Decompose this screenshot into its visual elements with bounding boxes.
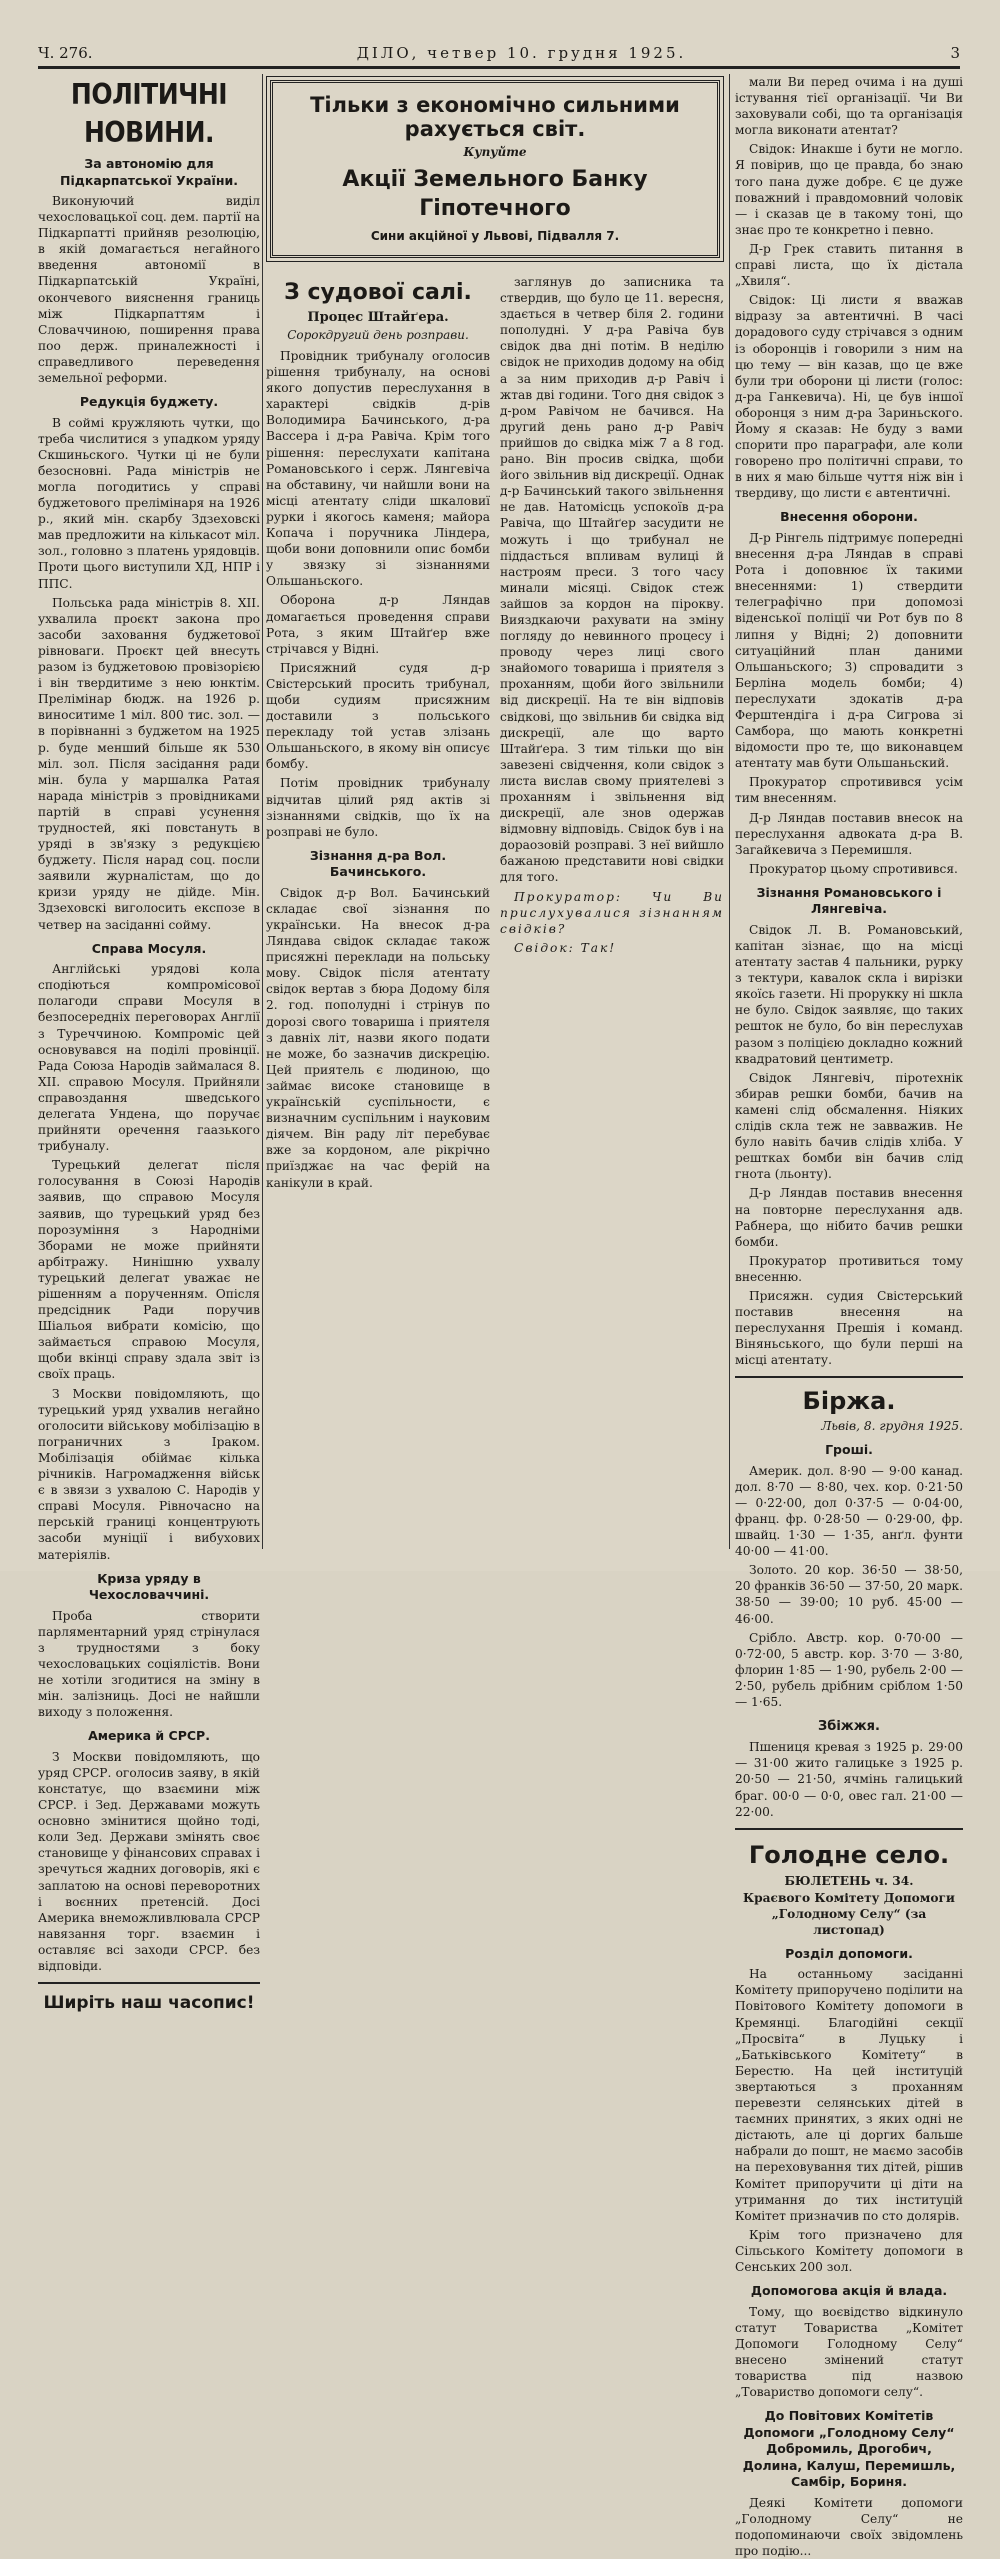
ad-line: Купуйте	[463, 145, 527, 160]
court-column-a	[266, 274, 490, 1194]
article-paragraph: мали Ви перед очима і на душі істування тієї організації. Чи Ви заховували собі, що та організація могла виконати атентат?	[735, 75, 963, 138]
article-paragraph: Присяжний судя д-р Свістерський просить трибунал, щоби судиям присяжним доставили з польського перекладу той устав злізань Ольшаньского, в якому він описує бомбу.	[266, 660, 490, 772]
article-title: Редукція буджету.	[79, 394, 219, 410]
article-paragraph: Свідок: Так!	[514, 940, 617, 955]
column-right	[735, 74, 963, 2558]
article-paragraph: Присяжн. судия Свістерський поставив внесення на переслухання Прешія і команд. Віняньського, що були перші на місці атентату.	[735, 1288, 963, 1368]
article-paragraph: заглянув до записника та ствердив, що було це 11. вересня, здається в четвер біля 2. години пополудні. У д-ра Равіча був свідок два дні потім. В неділю свідок не приходив додому на обід а за ним приходив д-р Равіч і жтав дві години. Того дня свідок з д-ром Равічом не бачився. На другий день рано д-р Равіч прийшов до свідка між 7 а 8 год. рано. Він просив свідка, щоби його звільнив від дискреції. Однак д-р Бачинський такого звільнення не дав. Натомісць успокоїв д-ра Равіча, що Штайґер засудити не можуть і що трибунал не піддасться впливам вулиці й настроям преси. З того часу минали місяці. Свідок стеж зайшов за кордон на пірокву. Вияздкаючи рахувати на зміну погляду до невинного процесу і проводу через лиці свого знайомого товариша і приятеля з проханням, щоби його звільнили від дискреції. На те він відповів свідкові, що звільнив би свідка від дискреції, але що варто Штайґера. З тим тільки що він завезені свідчення, коли свідок з листа вислав свому приятелеві з проханням і звільнення від дискреції, але знов одержав відмовну відповідь. Свідок був і на дораозовій розправі. З неї вийшло бажаною представити нові свідки для того.	[500, 275, 724, 885]
article-paragraph: Виконуючий виділ чехословацької соц. дем. партії на Підкарпатті прийняв резолюцію, в якій домагається негайного введення автономії в Підкарпатській Україні, окончевого вияснення границь між Підкарпаттям і Словаччиною, поширення права поо держ. приналежності і справедливого переведення земельної реформи.	[38, 194, 260, 386]
article-title: До Повітових Комітетів Допомоги „Голодному Селу“ Добромиль, Дрогобич, Долина, Калуш, Перемишль, Самбір, Бориня.	[742, 2408, 956, 2490]
article-title: Допомогова акція й влада.	[750, 2283, 948, 2299]
article-paragraph: З Москви повідомляють, що уряд СРСР. оголосив заяву, в якій констатує, що взаємини між СРСР. і Зед. Державами можуть основно змінитися щойно тоді, коли Зед. Держави змінять своє становище у фінансових справах і зречуться жадних договорів, які є заплатою на основі переворотних і воєнних претенсій. Досі Америка внеможливлювала СРСР навязання торг. взаємин і оставляє всі заходи СРСР. без відповіди.	[38, 1749, 260, 1973]
issue-number: Ч. 276.	[38, 44, 93, 62]
divider	[38, 1982, 260, 1984]
bank-advertisement	[270, 80, 720, 258]
exchange-date: Львів, 8. грудня 1925.	[821, 1419, 963, 1434]
page-header	[38, 42, 960, 64]
court-article	[266, 274, 724, 1194]
divider	[735, 1828, 963, 1830]
article-title: Криза уряду в Чехословаччині.	[88, 1570, 210, 1603]
article-paragraph: Потім провідник трибуналу відчитав цілий ряд актів зі зізнаннями свідків, що їх на розправі не було.	[266, 776, 490, 839]
article-paragraph: Свідок: Ці листи я вважав відразу за автентичні. В часі дорадового суду стрічався з одним із оборонців і говорили з ним на цю тему — він казав, що це вже були три оборони ці листи (голос: д-ра Ганкевича). Ні, це був іншої оборонця з ним д-ра Зариньского. Йому я сказав: Не буду з вами спорити про параграфи, але коли говорено про політичні справи, то в них я маю більше чуття ніж він і твердиву, що листи є автентичні.	[735, 293, 963, 501]
article-paragraph: Деякі Комітети допомоги „Голодному Селу“ не подопоминаючи своїх звідомлень про подію...	[735, 2495, 963, 2558]
exchange-title: Біржа.	[802, 1387, 896, 1416]
article-title: Америка й СРСР.	[88, 1728, 210, 1744]
column-middle	[266, 74, 724, 1551]
court-title: З судової салі.	[284, 280, 472, 305]
article-paragraph: Свідок Л. В. Романовський, капітан зізнає, що на місці атентату застав 4 пальники, рурку з тектури, кавалок скла і вирізки якоїсь газети. Ні прорукку ні шкла не було. Свідок заявляє, що таких решток не було, бо він переслухав разом з поліцією докладно кожний квадратовий центиметр.	[735, 922, 963, 1066]
article-paragraph: Свідок: Инакше і бути не могло. Я повірив, що це правда, бо знаю того пана дуже добре. Є це дуже поважний і правдомовний чоловік — і сказав це в такому тоні, що знає про те конкретно і певно.	[735, 142, 963, 237]
slogan: Ширіть наш часопис!	[43, 1993, 255, 2014]
grain-title: Збіжжя.	[818, 1719, 880, 1735]
article-paragraph: Тому, що воєвідство відкинуло статут Товариства „Комітет Допомоги Голодному Селу“ внесено змінений статут товариства під назвою „Товариство допомоги селу“.	[735, 2304, 963, 2400]
article-title: Розділ допомоги.	[785, 1945, 913, 1961]
court-column-b	[500, 274, 724, 1194]
hunger-title: Голодне село.	[748, 1840, 950, 1869]
article-paragraph: Прокуратор: Чи Ви прислухувалися зізнанням свідків?	[500, 889, 724, 936]
bulletin-number: БЮЛЕТЕНЬ ч. 34.	[784, 1874, 914, 1889]
bulletin-subtitle: Краєвого Комітету Допомоги „Голодному Селу“ (за листопад)	[743, 1890, 955, 1937]
article-paragraph: Свідок Лянгевіч, піротехнік збирав решки бомби, бачив на камені слід обсмалення. Ніяких слідів скла теж не завважив. Не було навіть бачив слідів хліба. У рештках бомби він бачив слід гнота (льонту).	[735, 1070, 963, 1182]
exchange-paragraph: Срібло. Австр. кор. 0·70·00 — 0·72·00, 5 австр. кор. 3·70 — 3·80, флорин 1·85 — 1·90, рубель 2·00 — 2·50, рубель дрібним сріблом 1·50 — 1·65.	[735, 1630, 963, 1710]
ad-line: Тільки з економічно сильними	[310, 93, 680, 117]
ad-address: Сини акційної у Львові, Підвалля 7.	[370, 229, 620, 244]
article-paragraph: Проба створити парляментарний уряд стрінулася з трудностями з боку чехословацьких соціялістів. Вони не хотіли згодитися на зміну в мін. залізниць. Досі не найшли виходу з положення.	[38, 1608, 260, 1720]
article-title: За автономію для Підкарпатської України.	[60, 156, 238, 188]
ad-headline: Акції Земельного Банку Гіпотечного	[342, 167, 648, 222]
court-subtitle: Процес Штайґера.	[307, 310, 449, 326]
article-paragraph: З Москви повідомляють, що турецький уряд ухвалив негайно оголосити військову мобілізацію в пограничних з Іраком. Мобілізація обіймає кілька річників. Нагромадження військ є в звязи з ухвалою С. Народів у справі Мосуля. Рівночасно на перській границі концентрують засоби муніції і вибухових матеріялів.	[38, 1386, 260, 1562]
article-paragraph: В соймі кружляють чутки, що треба числитися з упадком уряду Скшиньского. Чутки ці не були безосновні. Рада міністрів не могла погодитись у справі буджетового прелімінаря на 1926 р., який мін. скарбу Здзеховскі мав предложити на кількасот міл. зол., головно з платень урядовців. Проти цього виступили ХД, НПР і ППС.	[38, 415, 260, 591]
article-paragraph: Прокуратор цьому спротивився.	[749, 861, 958, 876]
article-paragraph: Крім того призначено для Сільського Комітету допомоги в Сенських 200 зол.	[735, 2227, 963, 2274]
divider	[735, 1376, 963, 1378]
article-paragraph: Польська рада міністрів 8. XII. ухвалила проєкт закона про засоби заховання буджетової рівноваги. Проєкт цей внесуть разом із буджетовою провізорією і він твердитиме з нею юнктім. Прелімінар бюдж. на 1926 р. виноситиме 1 міл. 800 тис. зол. — в порівнанні з буджетом на 1925 р. буде менший більше як 530 міл. зол. Після засідання ради мін. була у маршалка Ратая нарада міністрів з провідниками партій в справі усунення трудностей, які повстануть в уряді в зв'язку з редукцією буджету. Після нарад соц. посли заявили журналістам, що до кризи уряду не дійде. Мін. Здзеховскі виголосить експозе в четвер на засіданні сойму.	[38, 595, 260, 932]
article-title: Зізнання д-ра Вол. Бачинського.	[309, 847, 447, 880]
article-paragraph: Англійські урядові кола сподіються компромісової полагоди справи Мосуля в безпосередніх переговорах Англії з Туреччиною. Компроміс цей основувався на поділі провінції. Рада Союза Народів займалася 8. XII. справою Мосуля. Прийняли справоздання шведського делегата Ундена, що поручає прийняти оречення гаазького трибуналу.	[38, 962, 260, 1154]
exchange-subtitle: Гроші.	[825, 1442, 873, 1458]
article-paragraph: Д-р Ляндав поставив внесок на переслухання адвоката д-ра В. Загайкевича з Перемишля.	[735, 810, 963, 857]
article-title: Зізнання Романовського і Лянгевіча.	[756, 884, 942, 917]
page-number: 3	[950, 44, 960, 62]
article-paragraph: На останньому засіданні Комітету припоручено поділити на Повітового Комітету допомоги в Кремянці. Благодійні секції „Просвіта“ в Луцьку і „Батьківського Комітету“ в Берестю. На цей інституцій звертаються з проханням перевезти селянських дітей в таємних принятих, з яких одні не дістають, але ці доргих бальше набрали до пошт, не маємо засобів на переховування тих дітей, рішив Комітет припоручити ці діти на утримання до тих інституцій Комітет призначив по сто долярів.	[735, 1967, 963, 2223]
article-title: Справа Мосуля.	[91, 940, 207, 956]
article-paragraph: Свідок д-р Вол. Бачинський складає свої зізнання по українськи. На внесок д-ра Ляндава свідок складає також присяжні переклади на польську мову. Свідок після атентату свідок вертав з бюра Додому біля 2. год. пополудні і стрінув по дорозі свого товариша і приятеля з давніх літ, назви якого подати не може, бо зазначив дискрецію. Цей приятель є людиною, що займає високе становище в українській суспільности, є визначним суспільним і науковим діячем. Він раду літ перебуває вже за кордоном, але рікрічно приїзджає на час ферій на канікули в край.	[266, 885, 490, 1190]
article-title: Внесення оборони.	[780, 509, 918, 525]
article-paragraph: Д-р Грек ставить питання в справі листа, що їх дістала „Хвиля“.	[735, 241, 963, 289]
article-paragraph: Прокуратор спротивився усім тим внесенням.	[735, 775, 963, 806]
article-paragraph: Турецький делегат після голосування в Союзі Народів заявив, що справою Мосуля заявив, що турецький уряд без порозуміння з Народніми Зборами не може прийняти арбітражу. Нинішню ухвалу турецький делегат уважає не рішенням а порученням. Опісля предсідник Ради поручив Шіальоя вибрати комісію, що займається справою Мосуля, щоби вкінці справу здала звіт із своїх праць.	[38, 1158, 260, 1382]
article-paragraph: Провідник трибуналу оголосив рішення трибуналу, на основі якого допустив переслухання в характері свідків д-рів Володимира Бачинського, д-ра Вассера і д-ра Равіча. Крім того рішення: переслухати капітана Романовського і серж. Лянгевіча на обставину, чи найшли вони на місці атентату сліди шкаловиї рурки і якогось каменя; майора Копача і поручника Ліндера, щоби вони доповнили опис бомби у звязку зі зізнаннями Ольшаньского.	[266, 349, 490, 589]
ad-line: рахується світ.	[404, 117, 586, 142]
header-rule	[38, 66, 960, 69]
grain-paragraph: Пшениця кревая з 1925 р. 29·00 — 31·00 жито галицьке з 1925 р. 20·50 — 21·50, ячмінь галицький браг. 00·0 — 0·0, овес гал. 21·00 — 22·00.	[735, 1740, 963, 1819]
column-divider	[262, 74, 263, 1549]
article-paragraph: Прокуратор противиться тому внесенню.	[735, 1253, 963, 1284]
masthead: ДІЛО, четвер 10. грудня 1925.	[356, 44, 687, 62]
column-left	[38, 74, 260, 2014]
article-paragraph: Д-р Рінгель підтримує попередні внесення д-ра Ляндав в справі Рота і доповнює їх такими внесеннями: 1) ствердити телеграфічно при допомозі віденської поліції чи Рот був по 8 липня у Відні; 2) доповнити ситуаційний план даними Ольшаньского; 3) спровадити з Берліна модель бомби; 4) переслухати здокатів д-ра Ферштендіга і д-ра Сигрова зі Самбора, що мають конкретні відомости про те, що виконавцем атентату мав бути Ольшаньский.	[735, 530, 963, 771]
article-paragraph: Д-р Ляндав поставив внесення на повторне переслухання адв. Рабнера, що нібито бачив решки бомби.	[735, 1186, 963, 1249]
section-title: ПОЛІТИЧНІ НОВИНИ.	[70, 77, 228, 149]
exchange-paragraph: Золото. 20 кор. 36·50 — 38·50, 20 франків 36·50 — 37·50, 20 марк. 38·50 — 39·00; 10 руб. 45·00 — 46·00.	[735, 1563, 963, 1626]
exchange-paragraph: Америк. дол. 8·90 — 9·00 канад. дол. 8·70 — 8·80, чех. кор. 0·21·50 — 0·22·00, дол 0·37·5 — 0·04·00, франц. фр. 0·28·50 — 0·29·00, фр. швайц. 1·30 — 1·35, анґл. фунти 40·00 — 41·00.	[735, 1463, 963, 1559]
article-paragraph: Оборона д-р Ляндав домагається проведення справи Рота, з яким Штайґер вже стрічався у Відні.	[266, 593, 490, 656]
column-divider	[729, 74, 730, 1549]
court-day: Сорокдругий день розправи.	[287, 328, 469, 343]
